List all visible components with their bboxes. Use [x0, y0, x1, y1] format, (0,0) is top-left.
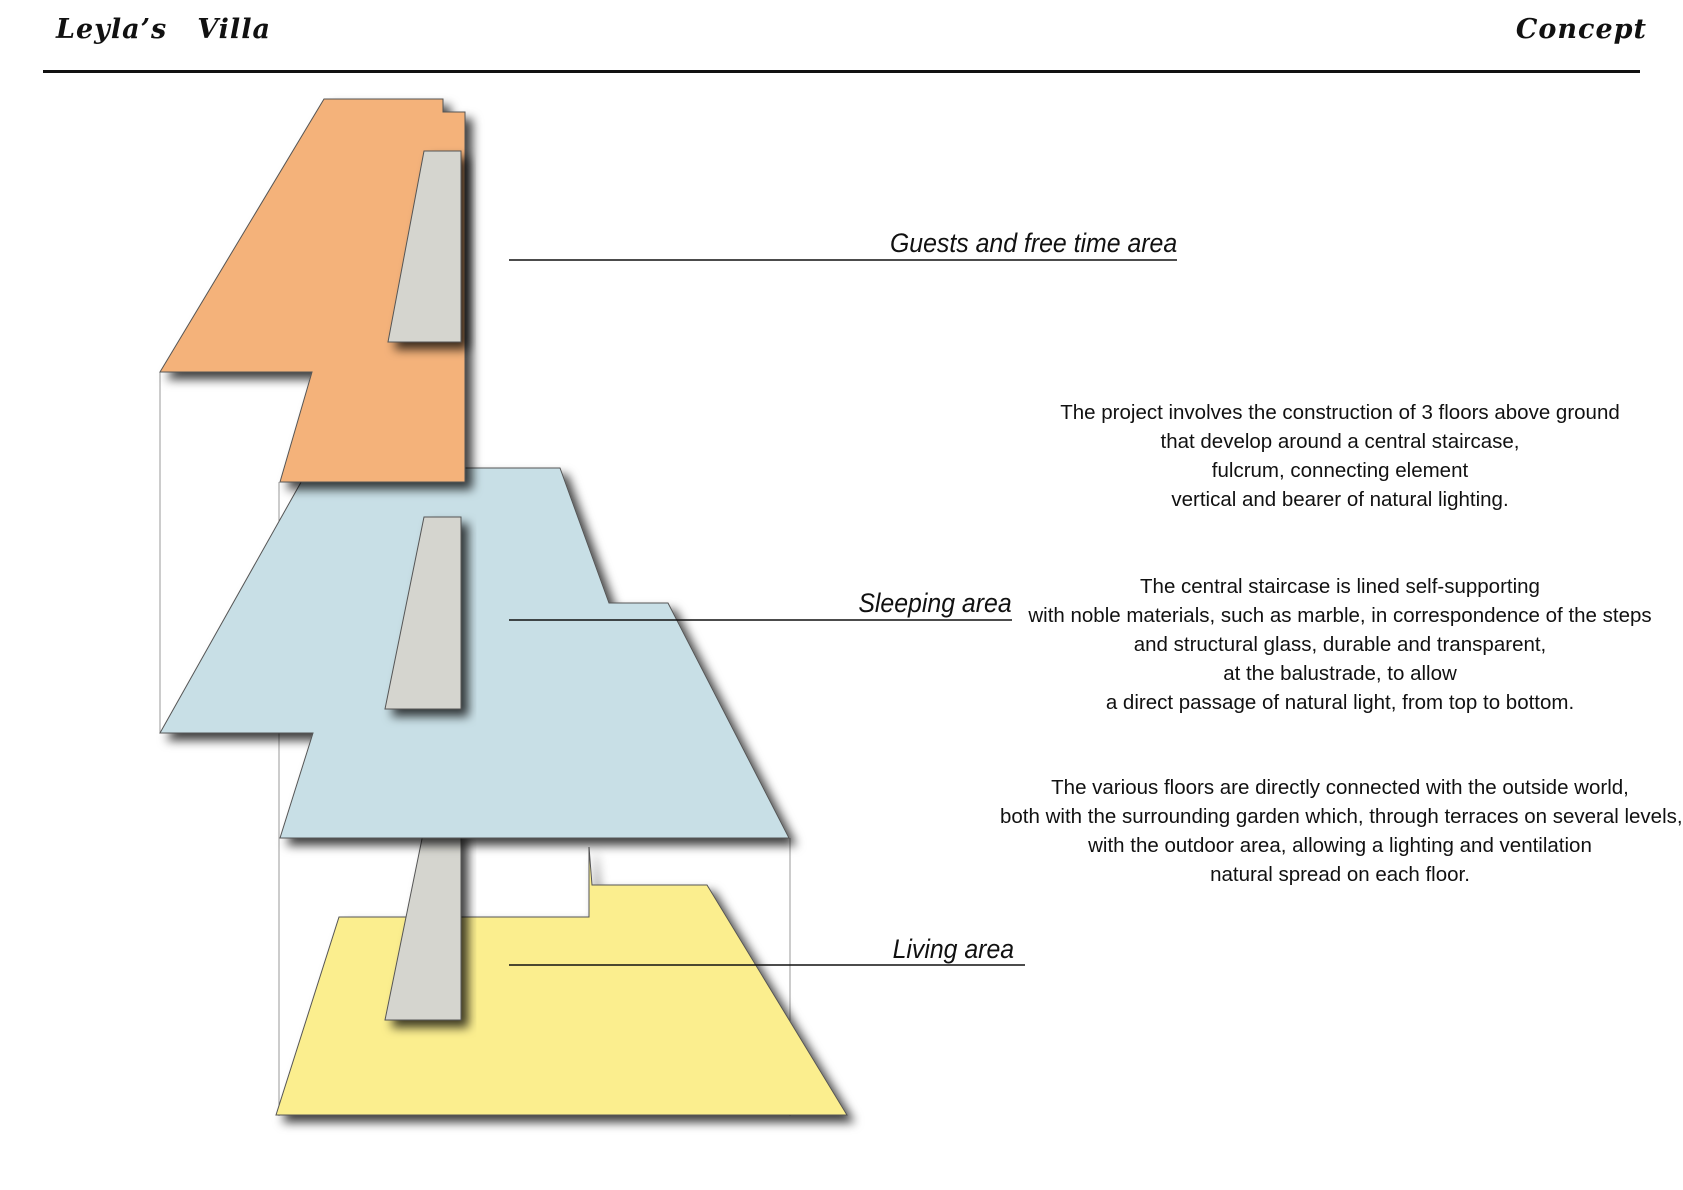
project-title-part1: Leyla’s: [56, 14, 168, 45]
paragraph-line: fulcrum, connecting element: [1211, 459, 1469, 482]
description-paragraph-3: [1000, 773, 1683, 889]
paragraph-line: with the outdoor area, allowing a lighting and ventilation: [1088, 834, 1592, 857]
description-paragraph-1: [1000, 398, 1680, 514]
paragraph-line: natural spread on each floor.: [1210, 863, 1470, 886]
section-title: Concept: [1515, 14, 1647, 45]
paragraph-line: The project involves the construction of 3 floors above ground: [1060, 401, 1620, 424]
paragraph-line: at the balustrade, to allow: [1223, 662, 1457, 685]
description-paragraph-2: [1000, 572, 1680, 717]
paragraph-line: both with the surrounding garden which, through terraces on several levels,: [1000, 805, 1683, 828]
living-area-floor: [276, 847, 847, 1115]
sleeping-area-label: Sleeping area: [858, 588, 1012, 618]
paragraph-line: The various floors are directly connected with the outside world,: [1051, 776, 1629, 799]
living-area-label: Living area: [892, 934, 1014, 964]
paragraph-line: that develop around a central staircase,: [1160, 430, 1520, 453]
paragraph-line: a direct passage of natural light, from top to bottom.: [1105, 691, 1575, 714]
paragraph-line: vertical and bearer of natural lighting.: [1171, 488, 1509, 511]
paragraph-line: and structural glass, durable and transparent,: [1133, 633, 1547, 656]
paragraph-line: The central staircase is lined self-supporting: [1140, 575, 1540, 598]
project-title-part2: Villa: [197, 14, 271, 45]
sleeping-area-floor: [160, 468, 789, 838]
paragraph-line: with noble materials, such as marble, in correspondence of the steps: [1028, 604, 1652, 627]
guests-area-label: Guests and free time area: [889, 228, 1177, 258]
